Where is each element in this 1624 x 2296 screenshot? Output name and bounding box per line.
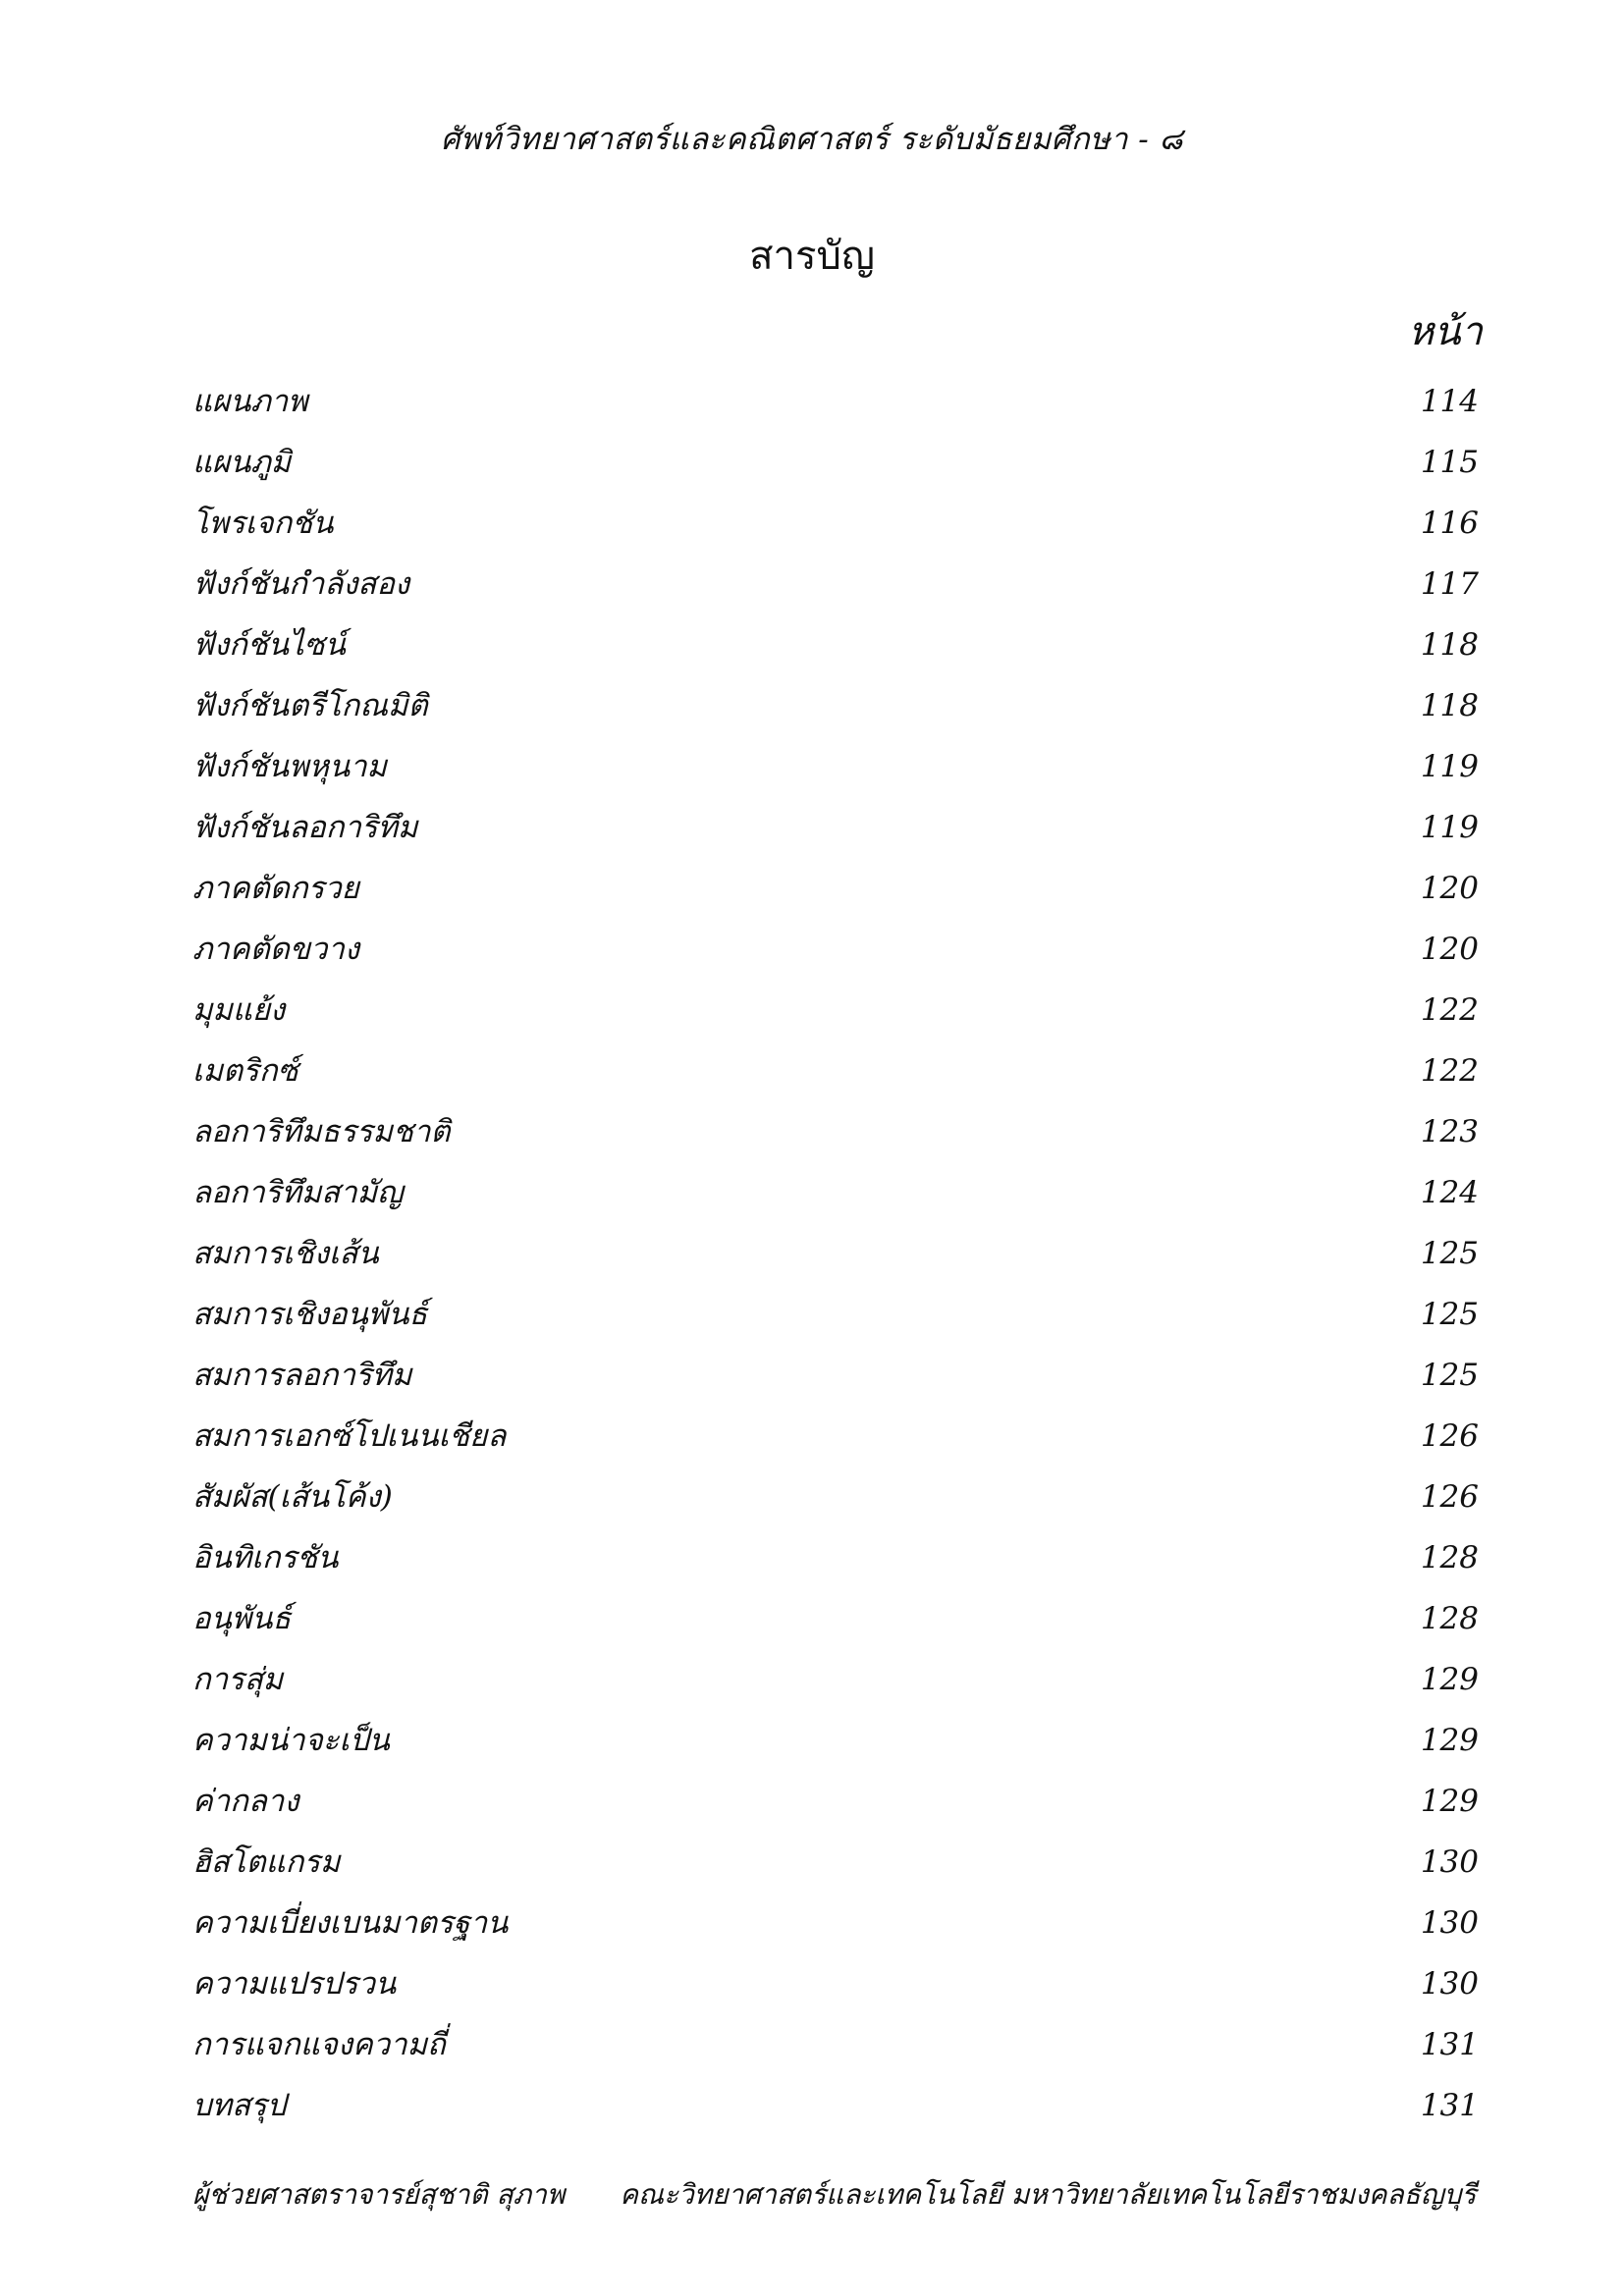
toc-entry[interactable] bbox=[192, 1223, 1479, 1284]
toc-entry-title: ฟังก์ชันไซน์ bbox=[192, 627, 346, 663]
toc-entry-title: สัมผัส(เส้นโค้ง) bbox=[192, 1479, 393, 1515]
toc-entry[interactable] bbox=[192, 1041, 1479, 1101]
toc-entry-title: อนุพันธ์ bbox=[192, 1601, 292, 1636]
toc-entry-title: การสุ่ม bbox=[192, 1662, 284, 1697]
toc-entry[interactable] bbox=[192, 1345, 1479, 1406]
toc-entry[interactable] bbox=[192, 1527, 1479, 1588]
toc-entry[interactable] bbox=[192, 1771, 1479, 1832]
toc-entry-page-number: 123 bbox=[1420, 1114, 1479, 1149]
toc-entry-title: แผนภาพ bbox=[192, 384, 308, 419]
toc-entry-page-number: 120 bbox=[1420, 871, 1479, 906]
toc-entry-page-number: 130 bbox=[1420, 1905, 1479, 1941]
toc-entry[interactable] bbox=[192, 1162, 1479, 1223]
toc-entry-title: ความน่าจะเป็น bbox=[192, 1723, 390, 1758]
toc-entry-title: ความแปรปรวน bbox=[192, 1966, 397, 2002]
toc-entry[interactable] bbox=[192, 554, 1479, 614]
toc-list bbox=[192, 371, 1479, 2136]
toc-entry[interactable] bbox=[192, 1588, 1479, 1649]
toc-entry-title: ฮิสโตแกรม bbox=[192, 1844, 341, 1880]
toc-entry-page-number: 120 bbox=[1420, 932, 1479, 967]
footer-affiliation: คณะวิทยาศาสตร์และเทคโนโลยี มหาวิทยาลัยเทคโนโลยีราชมงคลธัญบุรี bbox=[620, 2178, 1477, 2211]
toc-entry[interactable] bbox=[192, 980, 1479, 1041]
toc-entry-page-number: 114 bbox=[1420, 384, 1479, 419]
toc-entry-page-number: 128 bbox=[1420, 1601, 1479, 1636]
toc-entry-page-number: 122 bbox=[1420, 1053, 1479, 1089]
toc-entry-title: ภาคตัดกรวย bbox=[192, 871, 359, 906]
toc-entry-page-number: 130 bbox=[1420, 1844, 1479, 1880]
toc-entry[interactable] bbox=[192, 1284, 1479, 1345]
toc-entry-page-number: 129 bbox=[1420, 1662, 1479, 1697]
toc-entry-title: ภาคตัดขวาง bbox=[192, 932, 359, 967]
toc-entry-page-number: 122 bbox=[1420, 992, 1479, 1028]
toc-entry-title: ฟังก์ชันลอการิทึม bbox=[192, 810, 418, 845]
toc-entry-page-number: 115 bbox=[1420, 445, 1479, 480]
toc-entry[interactable] bbox=[192, 1649, 1479, 1710]
toc-entry-title: ความเบี่ยงเบนมาตรฐาน bbox=[192, 1905, 509, 1941]
toc-entry[interactable] bbox=[192, 2014, 1479, 2075]
footer-author: ผู้ช่วยศาสตราจารย์สุชาติ สุภาพ bbox=[192, 2178, 566, 2211]
toc-entry[interactable] bbox=[192, 2075, 1479, 2136]
toc-entry[interactable] bbox=[192, 1101, 1479, 1162]
page-column-label: หน้า bbox=[1407, 309, 1483, 354]
toc-entry[interactable] bbox=[192, 493, 1479, 554]
toc-entry-page-number: 125 bbox=[1420, 1297, 1479, 1332]
toc-entry-page-number: 131 bbox=[1420, 2027, 1479, 2062]
toc-entry[interactable] bbox=[192, 1467, 1479, 1527]
toc-entry[interactable] bbox=[192, 675, 1479, 736]
toc-entry-title: อินทิเกรชัน bbox=[192, 1540, 339, 1575]
toc-entry-page-number: 119 bbox=[1420, 749, 1479, 784]
toc-entry-title: สมการเชิงอนุพันธ์ bbox=[192, 1297, 428, 1332]
toc-entry-title: สมการเอกซ์โปเนนเชียล bbox=[192, 1418, 507, 1454]
toc-entry-page-number: 131 bbox=[1420, 2088, 1479, 2123]
toc-entry-title: ลอการิทึมสามัญ bbox=[192, 1175, 404, 1210]
toc-entry-title: สมการลอการิทึม bbox=[192, 1358, 412, 1393]
toc-entry[interactable] bbox=[192, 919, 1479, 980]
toc-entry-page-number: 125 bbox=[1420, 1236, 1479, 1271]
toc-entry[interactable] bbox=[192, 736, 1479, 797]
toc-entry-page-number: 117 bbox=[1420, 566, 1479, 602]
toc-entry-title: ฟังก์ชันพหุนาม bbox=[192, 749, 387, 784]
toc-entry[interactable] bbox=[192, 1953, 1479, 2014]
toc-entry-page-number: 119 bbox=[1420, 810, 1479, 845]
toc-entry-page-number: 116 bbox=[1420, 506, 1479, 541]
toc-entry-title: ฟังก์ชันกำลังสอง bbox=[192, 566, 410, 602]
toc-entry-title: เมตริกซ์ bbox=[192, 1053, 298, 1089]
page-footer bbox=[192, 2173, 1477, 2216]
toc-entry-title: การแจกแจงความถี่ bbox=[192, 2027, 446, 2062]
toc-entry-title: ฟังก์ชันตรีโกณมิติ bbox=[192, 688, 428, 723]
toc-entry[interactable] bbox=[192, 797, 1479, 858]
toc-entry[interactable] bbox=[192, 1832, 1479, 1893]
toc-entry[interactable] bbox=[192, 371, 1479, 432]
toc-entry-page-number: 124 bbox=[1420, 1175, 1479, 1210]
toc-entry[interactable] bbox=[192, 1406, 1479, 1467]
toc-entry-page-number: 118 bbox=[1420, 688, 1479, 723]
running-header: ศัพท์วิทยาศาสตร์และคณิตศาสตร์ ระดับมัธยมศึกษา - ๘ bbox=[440, 122, 1184, 157]
toc-entry-page-number: 130 bbox=[1420, 1966, 1479, 2002]
toc-entry-title: มุมแย้ง bbox=[192, 992, 286, 1028]
toc-entry-page-number: 125 bbox=[1420, 1358, 1479, 1393]
toc-entry-page-number: 129 bbox=[1420, 1723, 1479, 1758]
toc-entry-page-number: 128 bbox=[1420, 1540, 1479, 1575]
toc-entry-title: ค่ากลาง bbox=[192, 1784, 299, 1819]
toc-entry-page-number: 126 bbox=[1420, 1479, 1479, 1515]
toc-title: สารบัญ bbox=[749, 234, 875, 279]
toc-entry[interactable] bbox=[192, 858, 1479, 919]
toc-entry-page-number: 118 bbox=[1420, 627, 1479, 663]
toc-entry-page-number: 126 bbox=[1420, 1418, 1479, 1454]
toc-entry-title: โพรเจกชัน bbox=[192, 506, 334, 541]
toc-entry-title: แผนภูมิ bbox=[192, 445, 292, 480]
toc-entry-title: ลอการิทึมธรรมชาติ bbox=[192, 1114, 451, 1149]
toc-entry-title: บทสรุป bbox=[192, 2088, 287, 2123]
toc-entry[interactable] bbox=[192, 1893, 1479, 1953]
toc-entry-title: สมการเชิงเส้น bbox=[192, 1236, 379, 1271]
toc-entry-page-number: 129 bbox=[1420, 1784, 1479, 1819]
toc-entry[interactable] bbox=[192, 614, 1479, 675]
toc-entry[interactable] bbox=[192, 1710, 1479, 1771]
toc-entry[interactable] bbox=[192, 432, 1479, 493]
